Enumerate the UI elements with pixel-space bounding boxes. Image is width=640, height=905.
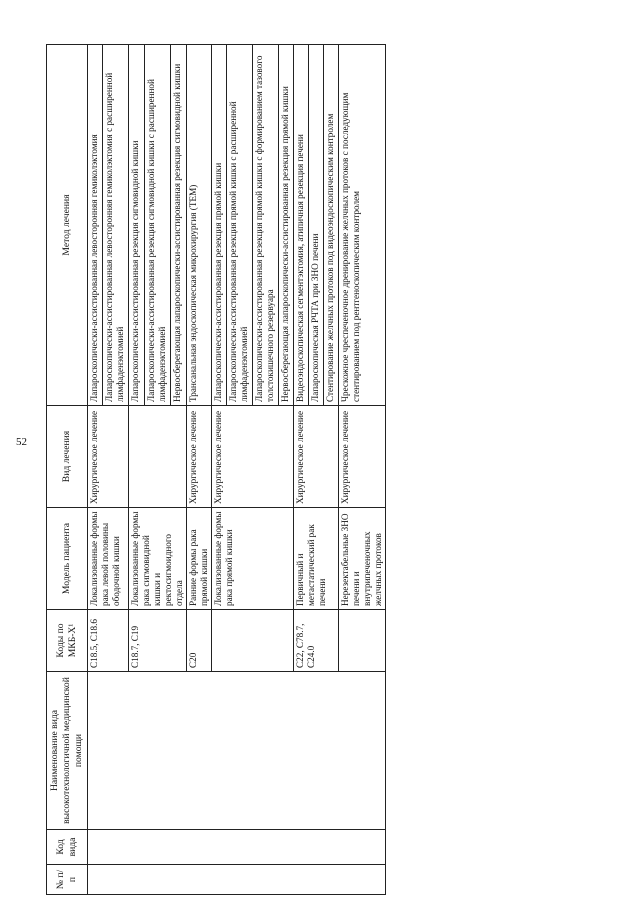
cell-method: Лапароскопически-ассистированная резекция сигмовидной кишки с расширенной лимфаденэктомией [144,45,171,406]
cell-method: Лапароскопическая РЧТА при ЗНО печени [309,45,324,406]
cell-model: Первичный и метастатический рак печени [294,508,339,610]
cell-model: Нерезектабельные ЗНО печени и внутрипеченочных желчных протоков [339,508,386,610]
cell-method: Лапароскопически-ассистированная резекция прямой кишки с расширенной лимфаденэктомией [227,45,253,406]
header-name: Наименование вида высокотехнологичной медицинской помощи [47,672,88,830]
table-sheet [46,45,626,895]
header-row [47,45,88,895]
cell-icd: C18.5, C18.6 [88,610,129,672]
page-number: 52 [16,436,27,448]
cell-type: Хирургическое лечение [88,406,129,508]
header-icd: Коды по МКБ-X¹ [47,610,88,672]
cell-method: Нервосберегающая лапароскопически-ассистированная резекция сигмовидной кишки [171,45,187,406]
cell-method: Нервосберегающая лапароскопически-ассистированная резекция прямой кишки [279,45,294,406]
cell-icd: C20 [187,610,212,672]
cell-icd: C18.7, C19 [129,610,187,672]
cell-model: Локализованные формы рака левой половины ободочной кишки [88,508,129,610]
header-model: Модель пациента [47,508,88,610]
table-row [88,45,103,895]
cell-type: Хирургическое лечение [339,406,386,508]
cell-method: Лапароскопически-ассистированная левосторонняя гемиколэктомия [88,45,103,406]
cell-icd [339,610,386,672]
cell-model: Локализованные формы рака сигмовидной кишки и ректосигмоидного отдела [129,508,187,610]
cell-method: Лапароскопически-ассистированная резекция прямой кишки с формированием тазового толстокишечного резервуара [253,45,279,406]
cell-method: Трансанальная эндоскопическая микрохирургия (ТЕМ) [187,45,212,406]
cell-method: Стентирование желчных протоков под видеоэндоскопическим контролем [324,45,339,406]
cell-model: Ранние формы рака прямой кишки [187,508,212,610]
cell-icd [212,610,294,672]
cell-method: Лапароскопически-ассистированная резекция сигмовидной кишки [129,45,145,406]
header-method: Метод лечения [47,45,88,406]
cell-name [88,672,386,830]
cell-icd: C22, C78.7, C24.0 [294,610,339,672]
cell-method: Чрескожное чреспеченочное дренирование желчных протоков с последующим стентированием под рентгеноскопическим контролем [339,45,386,406]
header-num: № п/п [47,865,88,895]
cell-method: Видеоэндоскопическая сегментэктомия, атипичная резекция печени [294,45,309,406]
header-code: Код вида [47,830,88,865]
cell-type: Хирургическое лечение [212,406,294,508]
cell-model: Локализованные формы рака прямой кишки [212,508,294,610]
cell-code [88,830,386,865]
cell-type [129,406,187,508]
cell-method: Лапароскопически-ассистированная левосторонняя гемиколэктомия с расширенной лимфаденэктомией [103,45,129,406]
header-type: Вид лечения [47,406,88,508]
cell-type: Хирургическое лечение [294,406,339,508]
cell-type: Хирургическое лечение [187,406,212,508]
cell-num [88,865,386,895]
treatment-table [46,44,386,895]
cell-method: Лапароскопически-ассистированная резекция прямой кишки [212,45,227,406]
